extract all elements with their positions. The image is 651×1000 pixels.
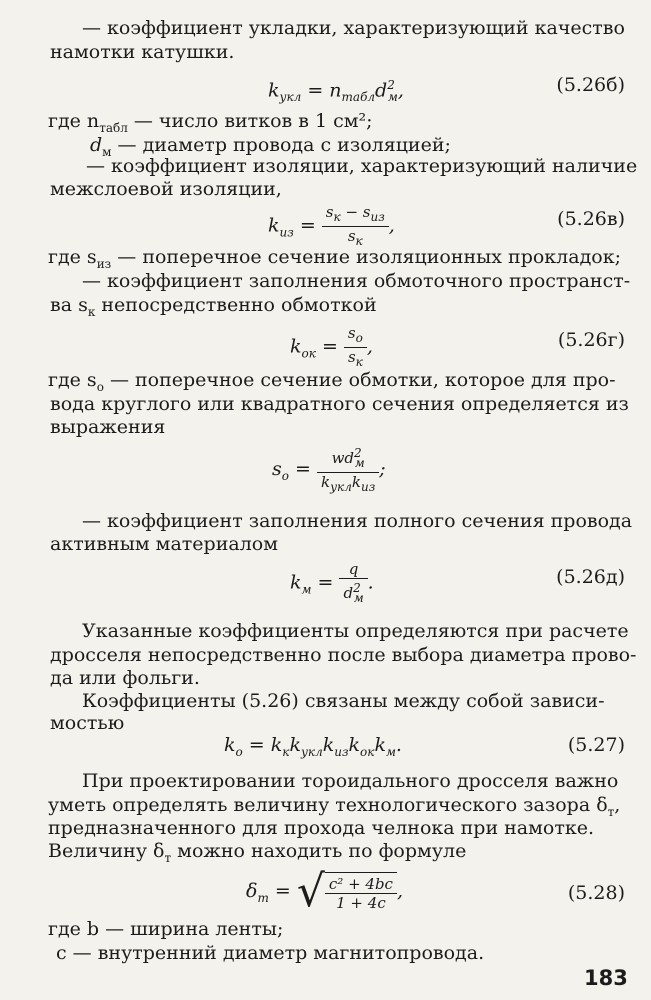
- text-line: активным материалом: [50, 533, 278, 555]
- text-line: уметь определять величину технологического зазора $\delta_т$,: [48, 794, 621, 819]
- equation-number: (5.26г): [557, 329, 625, 351]
- text-line: мостью: [50, 712, 125, 734]
- page-number: 183: [584, 966, 628, 990]
- equation-5-27: $k_о = k_кk_{укл}k_{из}k_{ок}k_м$.: [224, 734, 402, 759]
- text-line: предназначенного для прохода челнока при намотке.: [48, 817, 595, 839]
- text-line: где $s_{из}$ — поперечное сечение изоляционных прокладок;: [48, 246, 621, 271]
- equation-5-26v: $k_{из}$ = $\frac{s_к - s_{из}}{s_к}$ ,: [268, 203, 395, 248]
- text-line: межслоевой изоляции,: [50, 178, 282, 200]
- equation-5-28: $\delta_т$ = √ $\frac{\text{c² + 4bc}}{1 + 4c}$ ,: [246, 866, 404, 917]
- fraction: $\frac{q}{d^2_м}$: [339, 560, 367, 607]
- text-line: c — внутренний диаметр магнитопровода.: [56, 942, 485, 964]
- equation-number: (5.26б): [556, 74, 625, 96]
- text-line: Коэффициенты (5.26) связаны между собой зависи-: [82, 690, 605, 712]
- text-line: вода круглого или квадратного сечения определяется из: [50, 393, 629, 415]
- text-line: При проектировании тороидального дросселя важно: [82, 770, 619, 792]
- text-line: намотки катушки.: [50, 41, 235, 63]
- text-line: $d_м$ — диаметр провода с изоляцией;: [90, 134, 451, 159]
- text-line: дросселя непосредственно после выбора диаметра прово-: [50, 644, 637, 666]
- text-line: где $n_{табл}$ — число витков в 1 см²;: [48, 110, 373, 135]
- equation-5-26b: $k_{укл} = n_{табл}d^2_м$,: [268, 78, 404, 105]
- equation-number: (5.26д): [556, 566, 625, 588]
- text-line: — коэффициент заполнения обмоточного пространст-: [82, 270, 631, 292]
- equation-number: (5.26в): [557, 208, 625, 230]
- text-line: — коэффициент изоляции, характеризующий наличие: [86, 155, 638, 177]
- fraction: $\frac{s_к - s_{из}}{s_к}$: [322, 203, 389, 250]
- text-line: Величину $\delta_т$ можно находить по формуле: [48, 840, 467, 865]
- text-line: Указанные коэффициенты определяются при расчете: [82, 620, 629, 642]
- text-line: где b — ширина ленты;: [48, 918, 284, 940]
- equation-s-o: $s_о$ = $\frac{wd^2_м}{k_{укл}k_{из}}$ ;: [272, 446, 386, 494]
- equation-5-26d: $k_м$ = $\frac{q}{d^2_м}$ .: [290, 560, 374, 605]
- text-line: выражения: [50, 416, 166, 438]
- text-line: где $s_о$ — поперечное сечение обмотки, которое для про-: [48, 369, 616, 394]
- fraction: $\frac{s_о}{s_к}$: [344, 324, 367, 371]
- fraction: $\frac{wd^2_м}{k_{укл}k_{из}}$: [317, 444, 379, 496]
- text-line: — коэффициент укладки, характеризующий качество: [82, 17, 625, 39]
- text-line: ва $s_к$ непосредственно обмоткой: [50, 294, 377, 319]
- equation-5-26g: $k_{ок}$ = $\frac{s_о}{s_к}$ ,: [290, 324, 373, 369]
- equation-number: (5.28): [567, 882, 625, 904]
- square-root: √ $\frac{\text{c² + 4bc}}{1 + 4c}$: [297, 870, 397, 914]
- equation-number: (5.27): [567, 734, 625, 756]
- text-line: — коэффициент заполнения полного сечения провода: [82, 510, 633, 532]
- text-line: да или фольги.: [50, 667, 200, 689]
